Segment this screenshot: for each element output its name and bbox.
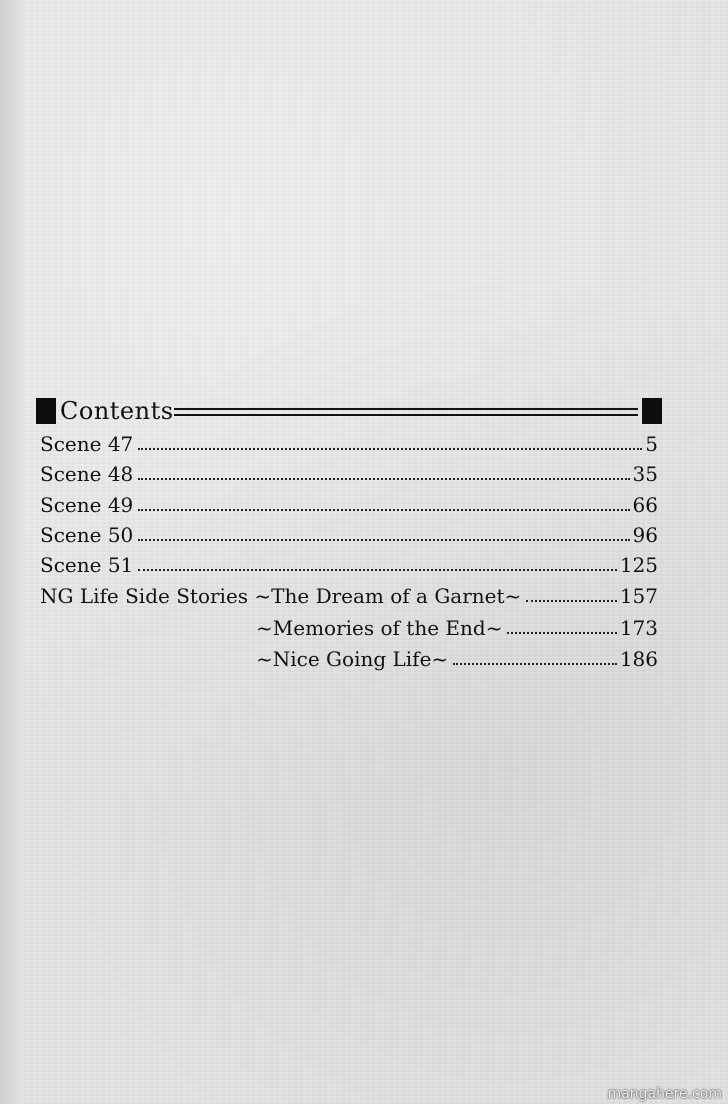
contents-header <box>36 396 662 424</box>
toc-entry-label: ~Memories of the End~ <box>256 616 503 640</box>
toc-leader-dots <box>138 568 617 571</box>
toc-leader-dots <box>507 631 616 634</box>
toc-entry-scene-50 <box>40 521 658 549</box>
toc-entry-scene-48 <box>40 460 658 488</box>
toc-entry-page: 173 <box>619 616 658 640</box>
contents-title: Contents <box>60 397 174 425</box>
toc-entry-side-story-memories <box>256 614 658 642</box>
toc-leader-dots <box>138 477 629 480</box>
toc-entry-label: Scene 49 <box>40 493 134 517</box>
header-double-rule <box>174 408 638 416</box>
toc-leader-dots <box>138 508 629 511</box>
toc-entry-label: ~Nice Going Life~ <box>256 647 449 671</box>
toc-entry-label: NG Life Side Stories ~The Dream of a Garnet~ <box>40 584 522 608</box>
toc-entry-side-story-nice-going <box>256 645 658 673</box>
toc-entry-page: 66 <box>632 493 658 517</box>
toc-entry-scene-49 <box>40 491 658 519</box>
toc-entry-label: Scene 51 <box>40 553 134 577</box>
header-right-block <box>642 398 662 424</box>
toc-leader-dots <box>138 447 642 450</box>
toc-entry-label: Scene 50 <box>40 523 134 547</box>
page-edge-shadow <box>0 0 24 1104</box>
toc-leader-dots <box>453 662 617 665</box>
header-left-block <box>36 398 56 424</box>
toc-entry-page: 157 <box>619 584 658 608</box>
site-watermark: mangahere.com <box>607 1086 722 1102</box>
toc-entry-scene-51 <box>40 551 658 579</box>
toc-entry-page: 186 <box>619 647 658 671</box>
toc-leader-dots <box>138 538 629 541</box>
toc-entry-side-story-garnet <box>40 582 658 610</box>
toc-entry-label: Scene 47 <box>40 432 134 456</box>
toc-entry-page: 35 <box>632 462 658 486</box>
toc-entry-label: Scene 48 <box>40 462 134 486</box>
toc-entry-page: 5 <box>645 432 658 456</box>
toc-entry-scene-47 <box>40 430 658 458</box>
toc-entry-page: 125 <box>619 553 658 577</box>
toc-entry-page: 96 <box>632 523 658 547</box>
toc-leader-dots <box>526 599 617 602</box>
